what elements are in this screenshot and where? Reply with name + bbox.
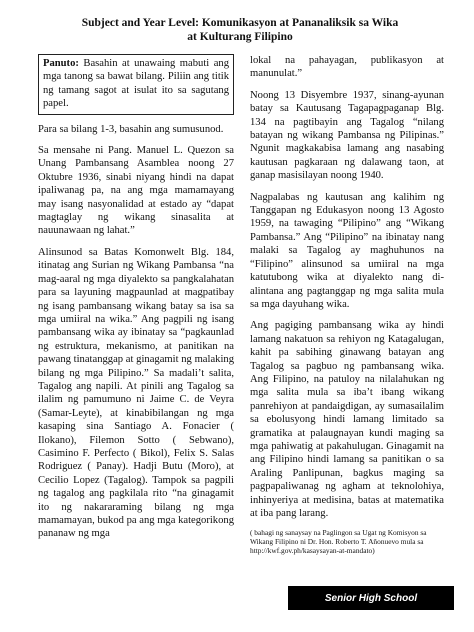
instructions-label: Panuto: [43,58,79,69]
source-citation: ( bahagi ng sanaysay na Paglingon sa Ugat ng Komisyon sa Wikang Filipino ni Dr. Hon. Roberto T. Añonuevo mula sa http://kwf.gov.ph/kasaysayan-at-mandato) [250,528,427,556]
header-line-1: Subject and Year Level: Komunikasyon at Pananaliksik sa Wika [81,17,399,29]
footer-label: Senior High School [324,592,418,604]
instructions-box [38,54,234,115]
footer-banner [288,586,454,610]
header-line-2: at Kulturang Filipino [187,31,293,43]
instructions-text: Basahin at unawaing mabuti ang mga tanong sa bawat bilang. Piliin ang titik ng tamang sagot at isulat ito sa sagutang papel. [43,58,229,110]
reading-intro: Para sa bilang 1-3, basahin ang sumusunod. [38,123,224,135]
paragraph-continued: lokal na pahayagan, publikasyon at manunulat.” [250,55,444,80]
paragraph-1937: Noong 13 Disyembre 1937, sinang-ayunan batay sa Kautusang Tagapagpaganap Blg. 134 na pagtibayin ang Tagalog “nilang batayan ng wikang Pambansa ng Pilipinas.” Ngunit magkakabisa lamang ang nasabing kautusan pagkaraan ng dalawang taon, at ganap masisilayan noong 1940. [250,89,444,182]
paragraph-filipino: Ang pagiging pambansang wika ay hindi lamang nakatuon sa rehiyon ng Katagalugan, kahit pa sabihing ginawang batayan ang Tagalog sa pagbuo ng pambansang wika. Ang Filipino, na patuloy na nilalahukan ng mga salita mula sa iba’t ibang wikang panrehiyon at pandaigdigan, ay sumasailalim sa ebolusyong hindi lamang limitado sa gramatika at palaugnayan kundi maging sa mga pahiwatig at pakahulugan. Ginagamit na ang Filipino hindi lamang sa panitikan o sa Araling Panlipunan, bagkus maging sa pagpapaliwanag ng agham at teknolohiya, inhinyeriya at medisina, batas at matematika at iba pang larang. [250,320,444,519]
paragraph-quezon: Sa mensahe ni Pang. Manuel L. Quezon sa Unang Pambansang Asamblea noong 27 Oktubre 1936, sinabi niyang hindi na dapat ipaliwanag pa, na ang mga mamamayang may isang nasyonalidad at estado ay “dapat magtaglay ng wikang sinasalita at nauunawaan ng lahat.” [38,145,234,237]
left-column [38,54,234,549]
paragraph-surian: Alinsunod sa Batas Komonwelt Blg. 184, itinatag ang Surian ng Wikang Pambansa “na mag-aaral ng mga diyalekto sa pangkalahatan para sa layuning magpaunlad at magpatibay ng isang pambansang wikang batay sa isa sa mga umiiral na wika.” Ang pagpili ng isang pambansang wika ay ibinatay sa “pagkaunlad ng estruktura, mekanismo, at panitikan na pawang tinatanggap at ginagamit ng malaking bilang ng mga Pilipino.” Sa madali’t salita, Tagalog ang napili. At pinili ang Tagalog sa ilalim ng pamumuno ni Jaime C. de Veyra (Samar-Leyte), at kinabibilangan ng mga kasaping sina Santiago A. Fonacier ( Ilokano), Filemon Sotto ( Sebwano), Casimino F. Perfecto ( Bikol), Felix S. Salas Rodriguez ( Panay). Hadji Butu (Moro), at Cecilio Lopez (Tagalog). Tampok sa pagpili ng tagalog ang pagkilala rito “na ginagamit ito ng nakararaming bilang ng mga mamamayan, bukod pa ang mga kategorikong pananaw ng mga [38,246,234,540]
right-column [250,54,444,555]
paragraph-1959: Nagpalabas ng kautusan ang kalihim ng Tanggapan ng Edukasyon noong 13 Agosto 1959, na tawaging “Pilipino” ang “Wikang Pambansa.” Ang “Pilipino” na ibinatay nang malaki sa Tagalog ay maghuhunos na “Filipino” alinsunod sa umiiral na mga katutubong wika at diyalekto nang di-alintana ang pagtanggap ng mga salita mula sa mga dayuhang wika. [250,191,444,310]
page-header [30,16,450,44]
